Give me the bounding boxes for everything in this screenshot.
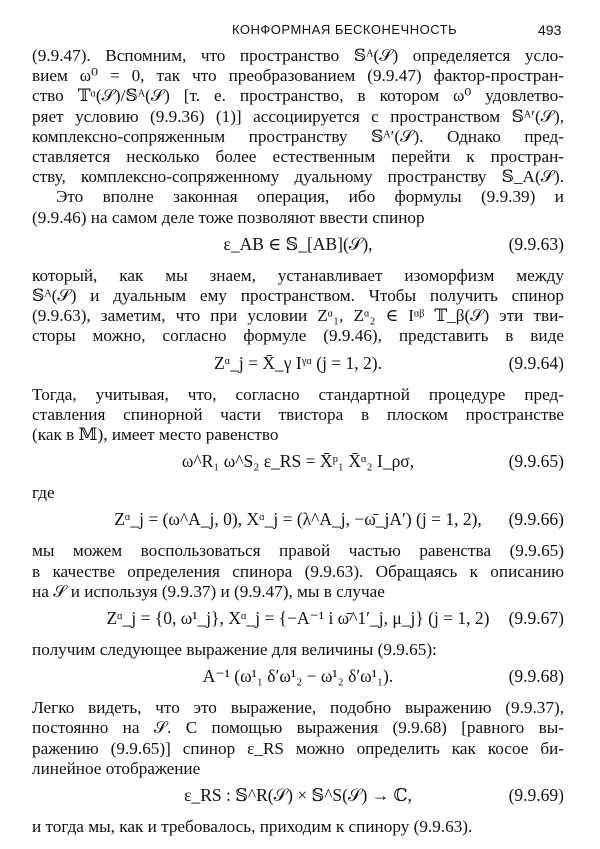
text-line: ряет условию (9.9.36) (1)] ассоциируется с пространством 𝕊ᴬ′(𝒮), xyxy=(32,106,564,126)
equation-9-9-67 xyxy=(32,602,564,640)
text-line: постоянно на 𝒮. С помощью выражения (9.9.68) [равного вы- xyxy=(32,718,564,738)
equation-formula: A⁻¹ (ω¹₁ δ′ω¹₂ − ω¹₂ δ′ω¹₁). xyxy=(202,666,394,687)
text-line: мы можем воспользоваться правой частью равенства (9.9.65) xyxy=(32,541,564,561)
equation-9-9-66 xyxy=(32,503,564,541)
text-line: получим следующее выражение для величины (9.9.65): xyxy=(32,640,437,660)
equation-number: (9.9.66) xyxy=(508,509,564,530)
text-line: и тогда мы, как и требовалось, приходим к спинору (9.9.63). xyxy=(32,817,473,837)
page-body xyxy=(32,46,564,837)
text-line: комплексно-сопряженным пространству 𝕊ᴬ′(𝒮). Однако пред- xyxy=(32,126,564,146)
equation-9-9-65 xyxy=(32,445,564,483)
text-line: который, как мы знаем, устанавливает изоморфизм между xyxy=(32,265,564,285)
equation-9-9-64 xyxy=(32,347,564,385)
equation-formula: Zᵅ_j = {0, ω¹_j}, Xᵅ_j = {−A⁻¹ i ω̄^1′_j, μ_j} (j = 1, 2) xyxy=(106,608,490,629)
text-line: (как в 𝕄), имеет место равенство xyxy=(32,425,279,445)
equation-formula: ε_RS : 𝕊^R(𝒮) × 𝕊^S(𝒮) → ℂ, xyxy=(184,785,412,806)
equation-formula: Zᵅ_j = (ω^A_j, 0), Xᵅ_j = (λ^A_j, −ω̄_jA′) (j = 1, 2), xyxy=(114,509,482,530)
equation-number: (9.9.67) xyxy=(508,608,564,629)
text-line: линейное отображение xyxy=(32,758,201,778)
equation-number: (9.9.64) xyxy=(508,352,564,373)
text-line: 𝕊ᴬ(𝒮) и дуальным ему пространством. Чтобы получить спинор xyxy=(32,286,564,306)
text-line: на 𝒮 и используя (9.9.37) и (9.9.47), мы в случае xyxy=(32,581,385,601)
equation-9-9-63 xyxy=(32,228,564,266)
text-line: Это вполне законная операция, ибо формулы (9.9.39) и xyxy=(56,187,564,207)
text-line: ставляется несколько более естественным перейти к простран- xyxy=(32,147,564,167)
text-line: где xyxy=(32,483,55,503)
equation-number: (9.9.63) xyxy=(508,233,564,254)
equation-formula: ε_AB ∈ 𝕊_[AB](𝒮), xyxy=(223,233,373,254)
text-line: ражению (9.9.65)] спинор ε_RS можно определить как косое би- xyxy=(32,738,564,758)
text-line: ство 𝕋ᵅ(𝒮)/𝕊ᴬ(𝒮) [т. е. пространство, в котором ω⁰ удовлетво- xyxy=(32,86,564,106)
text-line: ству, комплексно-сопряженному дуальному пространству 𝕊_A(𝒮). xyxy=(32,167,564,187)
text-line: (9.9.63), заметим, что при условии Zᵅ₁, Zᵅ₂ ∈ Iᵅᵝ 𝕋_β(𝒮) эти тви- xyxy=(32,306,564,326)
running-header: КОНФОРМНАЯ БЕСКОНЕЧНОСТЬ xyxy=(232,22,458,37)
text-line: вием ω⁰ = 0, так что преобразованием (9.9.47) фактор-простран- xyxy=(32,66,564,86)
text-line: Тогда, учитывая, что, согласно стандартной процедуре пред- xyxy=(32,384,564,404)
text-line: в качестве определения спинора (9.9.63). Обращаясь к описанию xyxy=(32,561,564,581)
equation-formula: Zᵅ_j = X̄_γ Iᵞᵅ (j = 1, 2). xyxy=(213,352,383,373)
equation-formula: ω^R₁ ω^S₂ ε_RS = X̄ᵖ₁ X̄ᵅ₂ I_ρσ, xyxy=(181,451,415,472)
text-line: Легко видеть, что это выражение, подобно выражению (9.9.37), xyxy=(32,698,564,718)
equation-9-9-69 xyxy=(32,779,564,817)
equation-number: (9.9.68) xyxy=(508,666,564,687)
equation-9-9-68 xyxy=(32,660,564,698)
text-line: (9.9.46) на самом деле тоже позволяют ввести спинор xyxy=(32,207,425,227)
equation-number: (9.9.65) xyxy=(508,451,564,472)
text-line: (9.9.47). Вспомним, что пространство 𝕊ᴬ(𝒮) определяется усло- xyxy=(32,46,564,65)
page-number: 493 xyxy=(538,22,562,38)
text-line: ставления спинорной части твистора в плоском пространстве xyxy=(32,404,564,424)
text-line: сторы можно, согласно формуле (9.9.46), представить в виде xyxy=(32,326,564,346)
equation-number: (9.9.69) xyxy=(508,785,564,806)
